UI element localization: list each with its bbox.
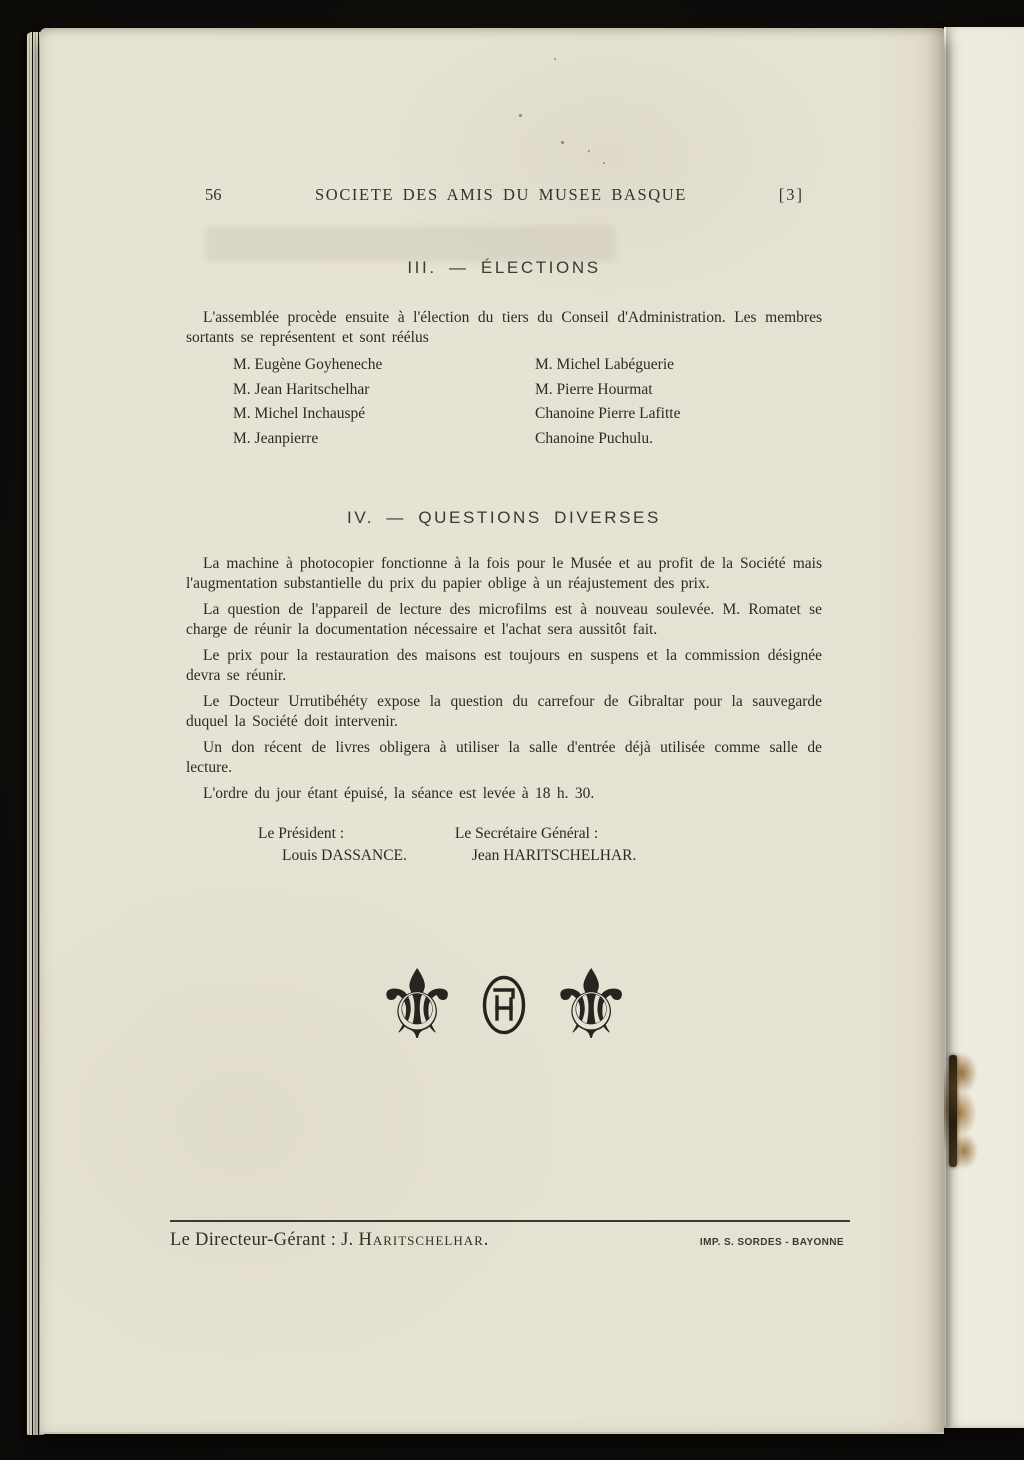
printer-monogram-icon xyxy=(481,973,527,1037)
president-name: Louis DASSANCE. xyxy=(282,847,407,865)
section-heading-questions: IV. — QUESTIONS DIVERSES xyxy=(347,508,661,528)
member-name: M. Jean Haritschelhar xyxy=(233,380,370,398)
director-prefix: Le Directeur-Gérant : J. xyxy=(170,1229,354,1250)
questions-paragraph: La machine à photocopier fonctionne à la fois pour le Musée et au profit de la Société mais l'augmentation substantielle du prix du papier oblige à un réajustement des prix. xyxy=(186,555,822,592)
footer-rule xyxy=(170,1220,850,1222)
member-name: M. Jeanpierre xyxy=(233,429,319,447)
signature-block xyxy=(186,823,822,868)
book-page xyxy=(40,28,944,1432)
president-signature xyxy=(258,823,407,868)
questions-paragraph: Le prix pour la restauration des maisons est toujours en suspens et la commission désignée devra se réunir. xyxy=(186,647,822,684)
page-content xyxy=(40,28,944,1251)
issue-marker: [3] xyxy=(778,185,804,204)
member-name: M. Pierre Hourmat xyxy=(535,380,653,398)
section-heading-elections: III. — ÉLECTIONS xyxy=(407,258,601,277)
elections-intro-paragraph: L'assemblée procède ensuite à l'élection du tiers du Conseil d'Administration. Les membres sortants se représentent et sont réélus xyxy=(186,309,822,346)
members-list xyxy=(233,353,822,451)
footer-row xyxy=(170,1230,850,1251)
president-label: Le Président : xyxy=(258,824,345,842)
staple xyxy=(949,1055,957,1167)
member-name: Chanoine Puchulu. xyxy=(535,429,653,447)
running-title: SOCIETE DES AMIS DU MUSEE BASQUE xyxy=(315,185,687,204)
secretary-label: Le Secrétaire Général : xyxy=(454,824,599,842)
director-line xyxy=(170,1230,489,1251)
questions-paragraph: L'ordre du jour étant épuisé, la séance est levée à 18 h. 30. xyxy=(203,785,595,803)
colophon xyxy=(170,1220,850,1251)
fleur-de-lis-icon: ⚜ xyxy=(548,948,635,1061)
secretary-signature xyxy=(455,823,636,868)
member-name: M. Eugène Goyheneche xyxy=(233,356,383,373)
printer-imprint: IMP. S. SORDES - BAYONNE xyxy=(699,1236,844,1248)
director-name: Haritschelhar. xyxy=(358,1229,490,1250)
questions-paragraph: La question de l'appareil de lecture des microfilms est à nouveau soulevée. M. Romatet se charge de réunir la documentation nécessaire et l'achat sera aussitôt fait. xyxy=(186,601,822,638)
member-name: Chanoine Pierre Lafitte xyxy=(535,405,681,423)
printer-ornament xyxy=(186,948,822,1061)
running-header xyxy=(186,185,822,205)
page-number: 56 xyxy=(205,185,222,204)
fleur-de-lis-icon: ⚜ xyxy=(373,948,460,1061)
facing-page-edge xyxy=(944,27,1024,1426)
member-name: M. Michel Labéguerie xyxy=(535,356,675,373)
rust-stain xyxy=(936,1039,996,1179)
questions-paragraph: Le Docteur Urrutibéhéty expose la question du carrefour de Gibraltar pour la sauvegarde duquel la Société doit intervenir. xyxy=(186,693,822,730)
member-name: M. Michel Inchauspé xyxy=(233,405,366,423)
secretary-name: Jean HARITSCHELHAR. xyxy=(471,847,637,865)
questions-paragraph: Un don récent de livres obligera à utiliser la salle d'entrée déjà utilisée comme salle de lecture. xyxy=(186,739,822,776)
